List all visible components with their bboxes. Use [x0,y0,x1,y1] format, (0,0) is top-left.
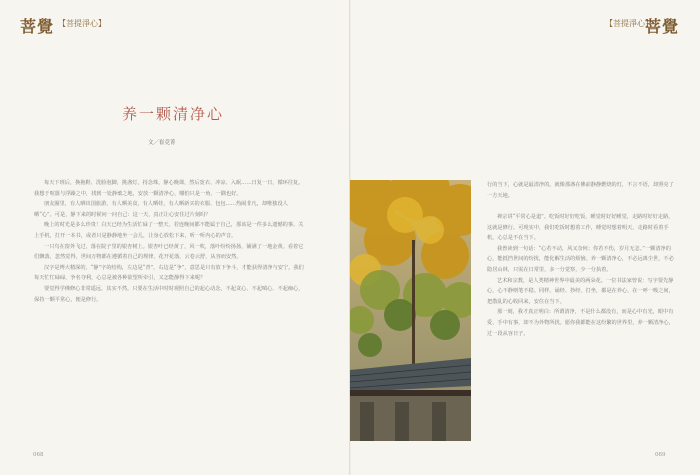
paragraph: 一只鸟在窗外飞过，落在院子里的银杏树上。银杏叶已经黄了，风一吹，落叶纷纷扬扬，铺满了一地金黄。看着它们飘落，忽然觉得，世间万物都在遵循着自己的规律，花开花落，云卷云舒，从容而安然。 [34,243,304,261]
photo-illustration [350,180,471,441]
paragraph: 晚上的时光是多么珍贵！白天已经为生活忙碌了一整天，若连晚间都不能属于自己，那该是一件多么遗憾的事。关上手机，打开一本书，或者只是静静地坐一会儿，让身心放松下来，听一听内心的声音。 [34,222,304,239]
paragraph: 那一刻，我才真正明白：所谓清净，不是什么都没有，而是心中有光，眼中有爱，手中有事，却不为外物所扰。愿你我都能在这纷繁的世界里，养一颗清净心，过一段从容日子。 [487,309,674,337]
column-label-left: 【菩提淨心】 [58,19,106,28]
paragraph: 行的当下，心就是最清净的。就像那盏在佛前静静燃烧的灯，不言不语，却照亮了一方天地。 [487,182,674,199]
left-body-text [34,178,304,438]
paragraph: 每天下班后，换拖鞋、洗脸泡脚，挑盏灯，持念珠，静心晚课，然后宽衣、冲凉、入眠……日复一日，循环往复。我想于喧嚣与浮躁之中，找到一处静谧之地，安放一颗清净心，哪怕只是一角、一隅也好。 [34,180,304,197]
paragraph: 我曾读到一句话：“心若不动，风又奈何；你若不伤，岁月无恙。”一颗清净的心，能抵挡世间的纷扰，能化解生活的烦恼。养一颗清净心，不必远离尘世，不必隐居山林，只需在日常里，多一分觉察，少一分执着。 [487,245,674,273]
paragraph: 禅宗讲“平常心是道”。吃饭时好好吃饭，睡觉时好好睡觉，走路时好好走路，这就是修行。可现实中，我们吃饭时想着工作，睡觉时想着明天，走路时看着手机，心总是不在当下。 [487,214,674,242]
page-number-left: 068 [33,452,44,458]
logo-left: 菩覺 [20,17,55,36]
article-title: 养一颗清净心 [122,105,225,123]
page-number-right: 069 [655,452,666,458]
paragraph: 艺术和宗教，是人类精神世界中最美的两朵花。一位书法家曾说：写字要先静心，心不静则笔不稳。同样，诵经、抄经、打坐，都是在养心，在一呼一吸之间，把散乱的心收回来，安住在当下。 [487,277,674,305]
paragraph: 朋友圈里，有人晒出国旅游，有人晒美食，有人晒娃，有人晒新买的衣服、包包……热闹非凡，却唯独没人晒“心”。可是，静下来的时候问一问自己：这一天，真正让心安住过片刻吗？ [34,201,288,218]
ginkgo-temple-photo [350,180,471,441]
column-label-right: 【菩提淨心】 [605,19,653,28]
paragraph: 汉字是博大精深的，“静”字的结构，左边是“青”，右边是“争”，意思是只有放下争斗，才能获得清净与安宁。我们每天忙忙碌碌，争名夺利，心总是被各种欲望所牵引，又怎能静得下来呢？ [34,264,304,282]
paragraph: 要觉得学佛修心非常遥远，其实不然。只要在生活中时时观照自己的起心动念，不起贪心、不起嗔心、不起痴心，保持一颗平常心，便是修行。 [34,285,304,303]
right-body-text-top [487,180,675,210]
logo-right: 菩覺 [645,17,680,36]
article-byline: 文／崔竞菁 [148,140,176,146]
right-body-text [487,212,675,440]
